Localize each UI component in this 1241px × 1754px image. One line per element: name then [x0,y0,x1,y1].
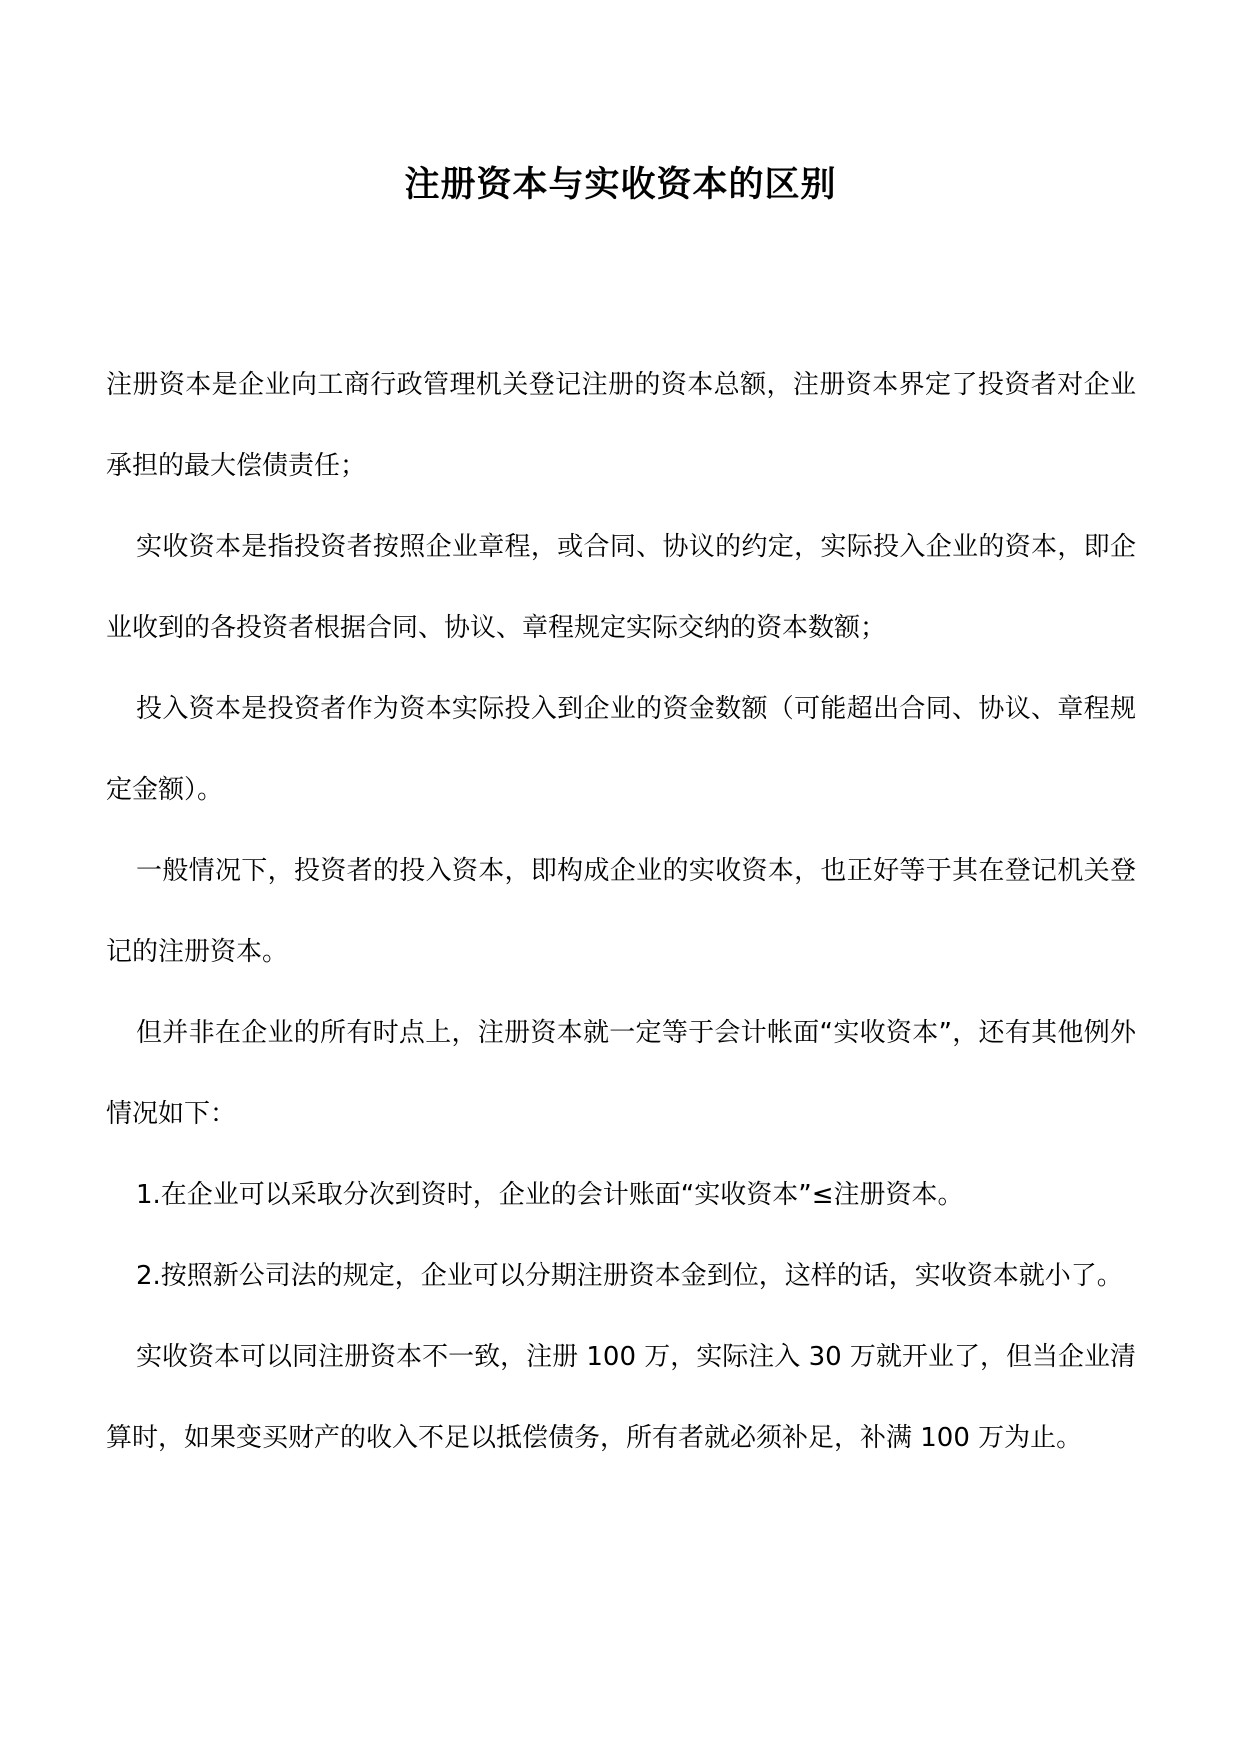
paragraph-paid-in-capital: 实收资本是指投资者按照企业章程，或合同、协议的约定，实际投入企业的资本，即企业收到的各投资者根据合同、协议、章程规定实际交纳的资本数额； [106,532,1136,643]
paragraph-liquidation: 实收资本可以同注册资本不一致，注册 100 万，实际注入 30 万就开业了，但当企业清算时，如果变买财产的收入不足以抵偿债务，所有者就必须补足，补满 100 万为止。 [106,1342,1136,1453]
document-title: 注册资本与实收资本的区别 [404,164,837,205]
paragraph-exception-2: 2.按照新公司法的规定，企业可以分期注册资本金到位，这样的话，实收资本就小了。 [136,1261,1123,1291]
paragraph-invested-capital: 投入资本是投资者作为资本实际投入到企业的资金数额（可能超出合同、协议、章程规定金额）。 [106,694,1136,805]
paragraph-registered-capital: 注册资本是企业向工商行政管理机关登记注册的资本总额，注册资本界定了投资者对企业承担的最大偿债责任； [106,370,1136,481]
paragraph-exception-1: 1.在企业可以采取分次到资时，企业的会计账面“实收资本”≤注册资本。 [136,1180,964,1210]
document-body [106,345,1136,1479]
paragraph-exceptions-intro: 但并非在企业的所有时点上，注册资本就一定等于会计帐面“实收资本”，还有其他例外情况如下： [106,1018,1136,1129]
paragraph-general-case: 一般情况下，投资者的投入资本，即构成企业的实收资本，也正好等于其在登记机关登记的注册资本。 [106,856,1136,967]
